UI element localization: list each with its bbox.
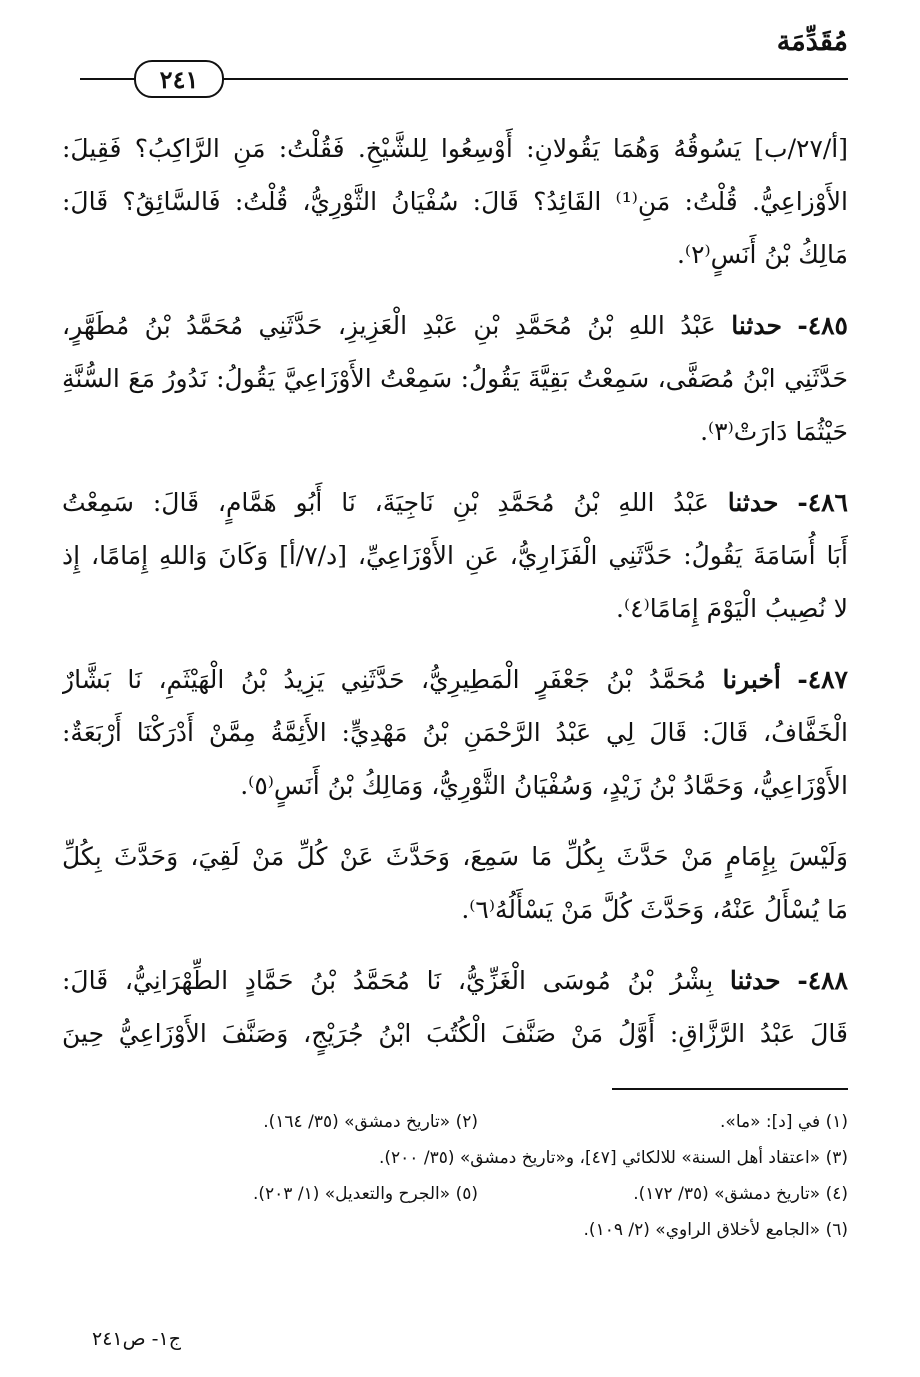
footnotes [90, 1104, 848, 1248]
hadith-486 [62, 476, 848, 635]
text-line: الْخَفَّافُ، قَالَ: قَالَ لِي عَبْدُ الرَّحْمَنِ بْنُ مَهْدِيٍّ: الأَئِمَّةُ مِمَّنْ أَدْرَكْنَا أَرْبَعَةٌ: [62, 718, 848, 747]
page-number-badge: ٢٤١ [134, 60, 224, 98]
hadith-number: ٤٨٧- [797, 665, 848, 694]
text-line: الأَوْزاعِيُّ. قُلْتُ: مَنِ⁽¹⁾ القَائِدُ؟ قَالَ: سُفْيَانُ الثَّوْرِيُّ، قُلْتُ: فَالسَّائِقُ؟ قَالَ: [62, 187, 848, 216]
footnote-row [90, 1140, 848, 1176]
hadith-488 [62, 954, 848, 1060]
footnote: (٦) «الجامع لأخلاق الراوي» (٢/ ١٠٩). [583, 1220, 848, 1240]
hadith-lead: أخبرنا [722, 665, 781, 694]
paragraph [62, 830, 848, 936]
text-line: مُحَمَّدُ بْنُ جَعْفَرٍ الْمَطِيرِيُّ، حَدَّثَنِي يَزِيدُ بْنُ الْهَيْثَمِ، نَا بَشَّارٌ [62, 665, 707, 694]
text-line: مَالِكُ بْنُ أَنَسٍ⁽٢⁾. [676, 240, 848, 269]
hadith-number: ٤٨٥- [797, 311, 848, 340]
text-line: حَدَّثَنِي ابْنُ مُصَفَّى، سَمِعْتُ بَقِيَّةَ يَقُولُ: سَمِعْتُ الأَوْزَاعِيَّ يَقُولُ: نَدُورُ مَعَ السُّنَّةِ [62, 364, 848, 393]
hadith-lead: حدثنا [731, 311, 782, 340]
text-line: الأَوْزَاعِيُّ، وَحَمَّادُ بْنُ زَيْدٍ، وَسُفْيَانُ الثَّوْرِيُّ، وَمَالِكُ بْنُ أَنَسٍ⁽٥⁾. [240, 771, 848, 800]
hadith-number: ٤٨٨- [797, 966, 848, 995]
text-line: عَبْدُ اللهِ بْنُ مُحَمَّدِ بْنِ نَاجِيَةَ، نَا أَبُو هَمَّامٍ، قَالَ: سَمِعْتُ [62, 488, 709, 517]
footnote-row [90, 1104, 848, 1140]
footnote-row [90, 1212, 848, 1248]
text-line: عَبْدُ اللهِ بْنُ مُحَمَّدِ بْنِ عَبْدِ الْعَزِيزِ، حَدَّثَنِي مُحَمَّدُ بْنُ مُطَهَّرٍ، [62, 311, 716, 340]
footnote: (٣) «اعتقاد أهل السنة» للالكائي [٤٧]، و«تاريخ دمشق» (٣٥/ ٢٠٠). [378, 1148, 848, 1168]
text-line: أَبَا أُسَامَةَ يَقُولُ: حَدَّثَنِي الْفَزَارِيُّ، عَنِ الأَوْزَاعِيِّ، [د/٧/أ] وَكَانَ وَاللهِ إِمَامًا، إِذ [62, 541, 848, 570]
footnote: (٢) «تاريخ دمشق» (٣٥/ ١٦٤). [263, 1112, 478, 1132]
footnote: (٥) «الجرح والتعديل» (١/ ٢٠٣). [253, 1184, 478, 1204]
text-line: قَالَ عَبْدُ الرَّزَّاقِ: أَوَّلُ مَنْ صَنَّفَ الْكُتُبَ ابْنُ جُرَيْجٍ، وَصَنَّفَ الأَوْزَاعِيُّ حِينَ [62, 1019, 848, 1048]
footnote: (٤) «تاريخ دمشق» (٣٥/ ١٧٢). [633, 1184, 848, 1204]
hadith-485 [62, 299, 848, 458]
text-line: [أ/٢٧/ب] يَسُوقُهُ وَهُمَا يَقُولانِ: أَوْسِعُوا لِلشَّيْخِ. فَقُلْتُ: مَنِ الرَّاكِبُ؟ فَقِيلَ: [62, 134, 848, 163]
volume-page-marker: ج١- ص٢٤١ [92, 1328, 181, 1350]
footnote: (١) في [د]: «ما». [720, 1112, 848, 1132]
text-line: لا نُصِيبُ الْيَوْمَ إِمَامًا⁽٤⁾. [616, 594, 848, 623]
text-line: حَيْثُمَا دَارَتْ⁽٣⁾. [700, 417, 848, 446]
main-text [62, 122, 848, 1078]
paragraph [62, 122, 848, 281]
hadith-number: ٤٨٦- [797, 488, 848, 517]
text-line: بِشْرُ بْنُ مُوسَى الْغَزِّيُّ، نَا مُحَمَّدُ بْنُ حَمَّادٍ الطِّهْرَانِيُّ، قَالَ: [62, 966, 714, 995]
footnote-rule [612, 1088, 848, 1090]
text-line: مَا يُسْأَلُ عَنْهُ، وَحَدَّثَ كُلَّ مَنْ يَسْأَلُهُ⁽٦⁾. [461, 895, 848, 924]
running-title: مُقَدِّمَة [776, 26, 848, 57]
hadith-487 [62, 653, 848, 812]
footnote-row [90, 1176, 848, 1212]
text-line: وَلَيْسَ بِإِمَامٍ مَنْ حَدَّثَ بِكُلِّ مَا سَمِعَ، وَحَدَّثَ عَنْ كُلِّ مَنْ لَقِيَ، وَحَدَّثَ بِكُلِّ [62, 842, 848, 871]
hadith-lead: حدثنا [727, 488, 779, 517]
hadith-lead: حدثنا [729, 966, 781, 995]
